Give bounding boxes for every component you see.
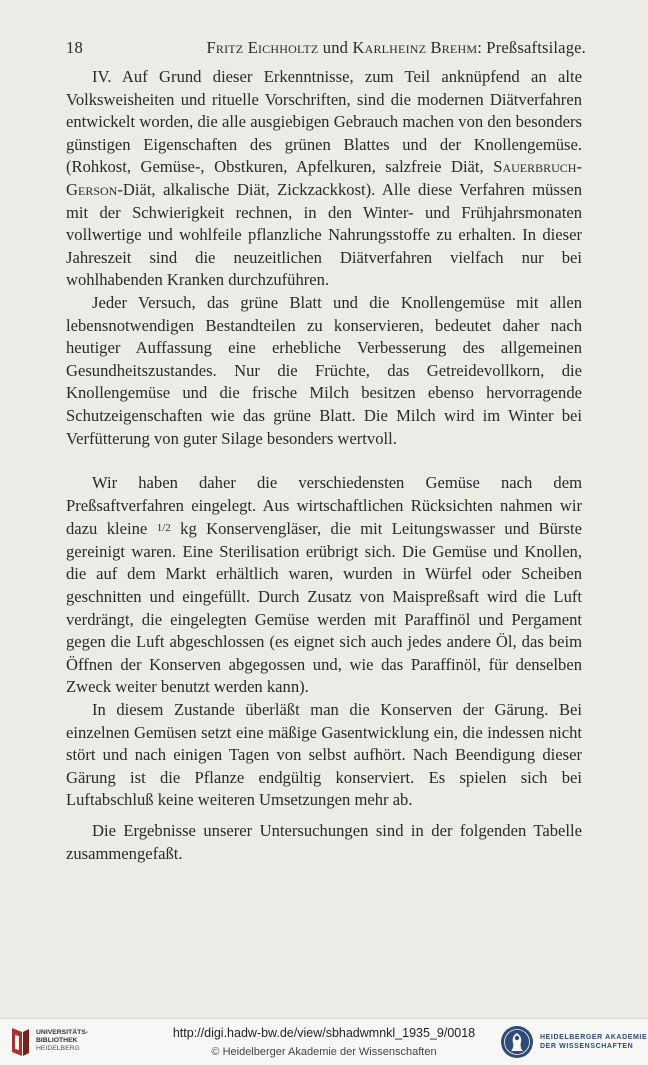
page-number: 18 (66, 38, 83, 57)
paragraph-1 (66, 66, 582, 292)
paragraph-5: Die Ergebnisse unserer Untersuchungen sind in der folgenden Tabelle zusammengefaßt. (66, 821, 582, 863)
connector: und (322, 38, 349, 57)
paragraph-1-text: IV. Auf Grund dieser Erkenntnisse, zum Teil anknüpfend an alte Volksweisheiten und rituelle Vorschriften, sind die modernen Diätverfahren entwickelt worden, die alle ausgiebigen Gebrauch machen von den besonders günstigen Eigenschaften des grünen Blattes und der Knollengemüse. (Rohkost, Gemüse-, Obstkuren, Apfelkuren, salzfreie Diät, (66, 67, 582, 177)
academy-line-1: HEIDELBERGER AKADEMIE (540, 1034, 648, 1041)
paragraph-3-rest: kg Konservengläser, die mit Leitungswasser und Bürste gereinigt waren. Eine Sterilisation erübrigt sich. Die Gemüse und Knollen, die auf dem Markt erhältlich waren, wurden in Würfel oder Scheiben geschnitten und eingefüllt. Durch Zusatz von Maispreßsaft wird die Luft verdrängt, die eingelegten Gemüse werden mit Paraffinöl und Pergament gegen die Luft abgeschlossen (es eignet sich auch jedes andere Öl, das beim Öffnen der Konserven abgegossen und, wie das Paraffinöl, für denselben Zweck weiter benutzt werden kann). (66, 519, 582, 697)
author1-last: Eichholtz (247, 38, 319, 57)
section-gap (66, 450, 582, 472)
title-suffix: : Preßsaftsilage. (477, 38, 586, 57)
permalink-url[interactable]: http://digi.hadw-bw.de/view/sbhadwmnkl_1935_9/0018 (172, 1026, 476, 1040)
viewer-footer (0, 1018, 648, 1065)
paragraph-1-rest: -Diät, alkalische Diät, Zickzackkost). Alle diese Verfahren müssen mit der Schwierigkeit rechnen, in den Winter- und Frühjahrsmonaten vollwertige und wohlfeile pflanzliche Nahrungsstoffe zu erhalten. In dieser Jahreszeit sind die neuzeitlichen Diätverfahren vielfach nur bei wohlhabenden Kranken durchzuführen. (66, 179, 582, 290)
academy-label (540, 1033, 647, 1051)
paragraph-2: Jeder Versuch, das grüne Blatt und die Knollengemüse mit allen lebensnotwendigen Bestandteilen zu konservieren, bedeutet daher nach heutiger Auffassung eine erhebliche Verbesserung des allgemeinen Gesundheitszustandes. Nur die Früchte, das Getreidevollkorn, die Knollengemüse und die frische Milch besitzen ebenso hervorragende Schutzeigenschaften wie das grüne Blatt. Die Milch wird im Winter bei Verfütterung von guter Silage besonders wertvoll. (66, 292, 582, 448)
ub-line-2: BIBLIOTHEK (36, 1037, 78, 1044)
ub-line-3: HEIDELBERG (36, 1045, 80, 1052)
paragraph-3-text: Wir haben daher die verschiedensten Gemüse nach dem Preßsaftverfahren eingelegt. Aus wirtschaftlichen Rücksichten nahmen wir dazu kleine (66, 473, 582, 539)
paragraph-4: In diesem Zustande überläßt man die Konserven der Gärung. Bei einzelnen Gemüsen setzt eine mäßige Gasentwicklung ein, die indessen nicht stört und nach einigen Tagen von selbst aufhört. Nach Beendigung dieser Gärung ist die Pflanze endgültig konserviert. Es spielen sich bei Luftabschluß keine weiteren Umsetzungen mehr ab. (66, 700, 582, 810)
author2-first: Karlheinz (352, 38, 427, 57)
body-text (66, 66, 582, 865)
paragraph-gap (66, 812, 582, 820)
academy-seal-icon (500, 1025, 534, 1059)
running-header (66, 38, 586, 60)
ub-line-1: UNIVERSITÄTS- (36, 1029, 89, 1036)
running-title (207, 38, 586, 58)
name-sauerbruch-gerson: Sauerbruch-Gerson (66, 157, 582, 199)
paragraph-3 (66, 472, 582, 699)
academy-line-2: DER WISSENSCHAFTEN (540, 1043, 634, 1050)
author2-last: Brehm (430, 38, 478, 57)
author1-first: Fritz (206, 38, 244, 57)
copyright-notice: © Heidelberger Akademie der Wissenschaften (211, 1046, 437, 1058)
fraction-half: 1/2 (156, 522, 171, 535)
